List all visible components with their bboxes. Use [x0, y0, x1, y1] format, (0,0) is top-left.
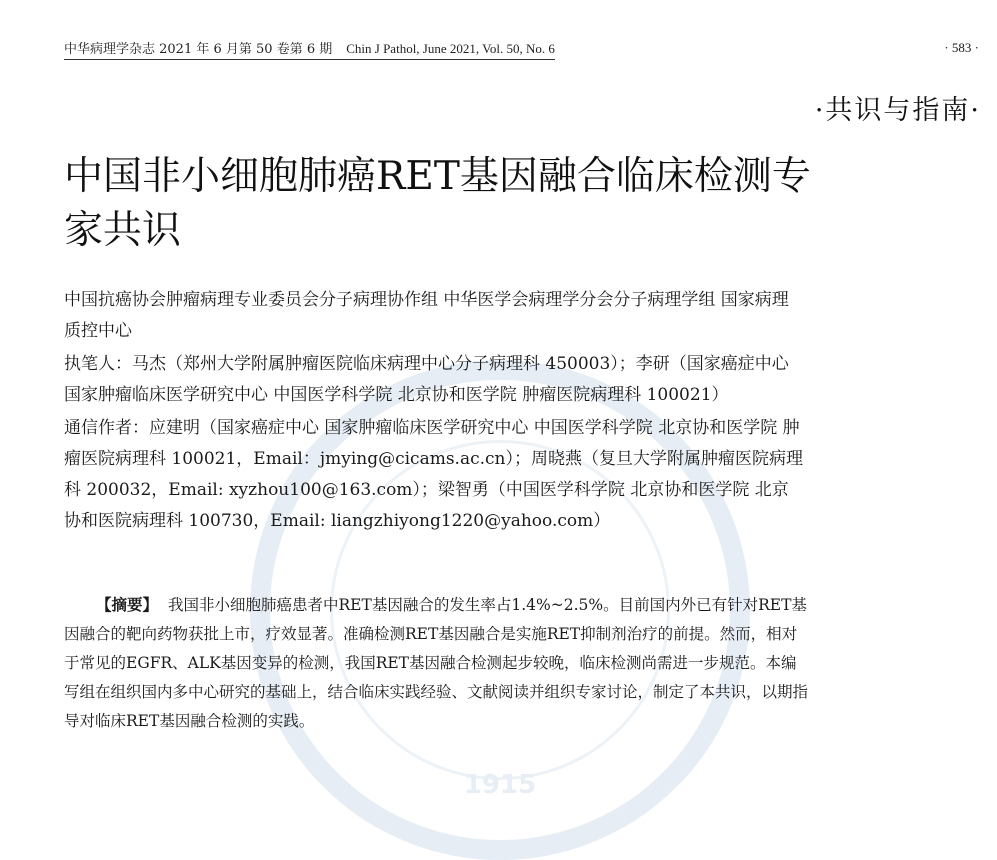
abstract-label: 【摘要】	[96, 595, 159, 614]
abstract	[64, 590, 809, 736]
page-number: · 583 ·	[944, 40, 979, 55]
author-affiliations	[64, 285, 804, 539]
journal-name-en: Chin J Pathol, June 2021, Vol. 50, No. 6	[346, 41, 555, 56]
article-title: 中国非小细胞肺癌RET基因融合临床检测专家共识	[64, 154, 811, 253]
writers: 执笔人：马杰（郑州大学附属肿瘤医院临床病理中心分子病理科 450003）；李研（国家癌症中心 国家肿瘤临床医学研究中心 中国医学科学院 北京协和医学院 肿瘤医院病理科 100021）	[64, 354, 789, 405]
corresponding-authors: 通信作者：应建明（国家癌症中心 国家肿瘤临床医学研究中心 中国医学科学院 北京协和医学院 肿瘤医院病理科 100021，Email：jmying@cicams.ac.cn）；周晓燕（复旦大学附属肿瘤医院病理科 200032，Email: xyzhou100@163.com）；梁智勇（中国医学科学院 北京协和医学院 北京协和医院病理科 100730，Email: liangzhiyong1220@yahoo.com）	[64, 418, 803, 531]
journal-name-cn: 中华病理学杂志 2021 年 6 月第 50 卷第 6 期	[64, 42, 333, 57]
author-groups: 中国抗癌协会肿瘤病理专业委员会分子病理协作组 中华医学会病理学分会分子病理学组 国家病理质控中心	[64, 290, 789, 341]
watermark-year: 1915	[463, 770, 537, 800]
abstract-text: 我国非小细胞肺癌患者中RET基因融合的发生率占1.4%~2.5%。目前国内外已有针对RET基因融合的靶向药物获批上市，疗效显著。准确检测RET基因融合是实施RET抑制剂治疗的前提。然而，相对于常见的EGFR、ALK基因变异的检测，我国RET基因融合检测起步较晚，临床检测尚需进一步规范。本编写组在组织国内多中心研究的基础上，结合临床实践经验、文献阅读并组织专家讨论，制定了本共识，以期指导对临床RET基因融合检测的实践。	[64, 596, 809, 730]
running-header	[64, 38, 555, 60]
section-label: ·共识与指南·	[814, 95, 981, 126]
